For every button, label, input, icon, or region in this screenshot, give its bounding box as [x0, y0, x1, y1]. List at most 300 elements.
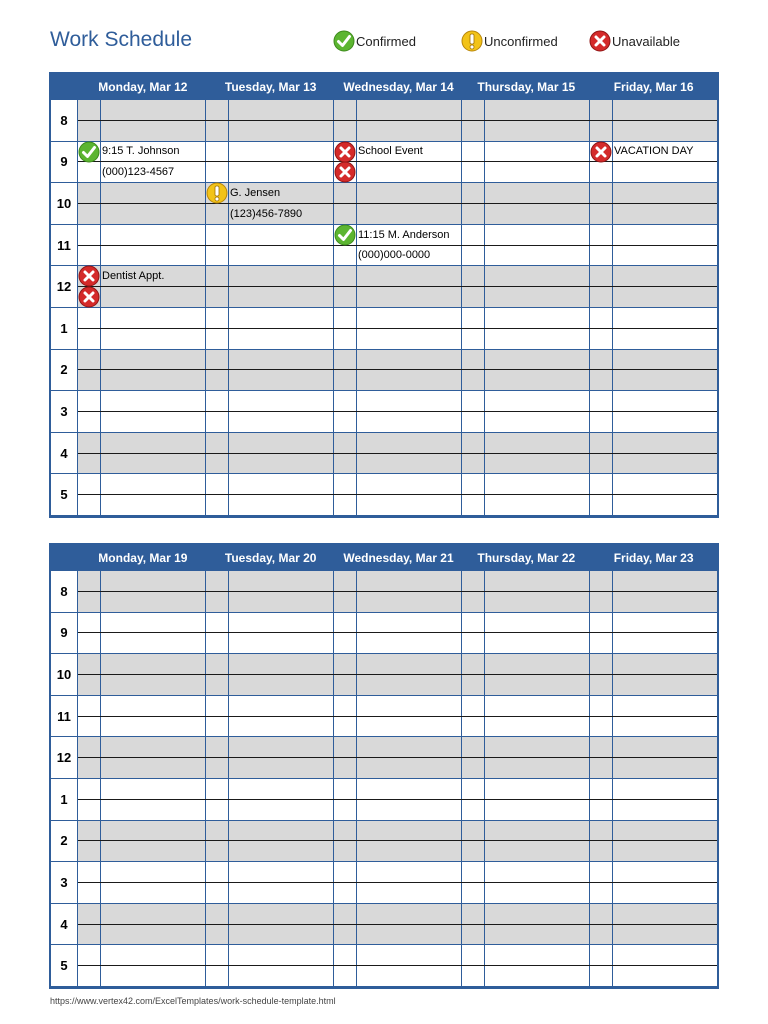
status-cell[interactable] [78, 204, 101, 224]
schedule-cell[interactable] [229, 779, 334, 799]
status-cell[interactable] [206, 841, 229, 861]
status-cell[interactable] [206, 800, 229, 820]
schedule-cell[interactable] [485, 495, 590, 515]
status-cell[interactable] [206, 654, 229, 674]
status-cell[interactable] [590, 287, 613, 307]
schedule-cell[interactable] [485, 945, 590, 965]
status-cell[interactable] [590, 266, 613, 286]
schedule-cell[interactable] [613, 225, 717, 245]
status-cell[interactable] [590, 100, 613, 120]
status-cell[interactable] [590, 412, 613, 432]
schedule-cell[interactable] [101, 370, 206, 390]
schedule-cell[interactable]: G. Jensen [229, 183, 334, 203]
status-cell[interactable] [590, 800, 613, 820]
schedule-cell[interactable] [229, 717, 334, 737]
status-cell[interactable] [590, 370, 613, 390]
schedule-cell[interactable] [229, 350, 334, 370]
status-cell[interactable] [462, 654, 485, 674]
status-cell[interactable] [462, 821, 485, 841]
status-cell[interactable] [334, 329, 357, 349]
status-cell[interactable] [206, 592, 229, 612]
status-cell[interactable] [206, 675, 229, 695]
schedule-cell[interactable] [229, 862, 334, 882]
status-cell[interactable] [334, 433, 357, 453]
status-cell[interactable] [462, 779, 485, 799]
schedule-cell[interactable] [485, 225, 590, 245]
status-cell[interactable] [78, 495, 101, 515]
status-cell[interactable] [462, 925, 485, 945]
status-cell[interactable] [590, 633, 613, 653]
status-cell[interactable] [590, 162, 613, 182]
schedule-cell[interactable] [485, 758, 590, 778]
schedule-cell[interactable] [613, 925, 717, 945]
status-cell[interactable] [334, 350, 357, 370]
schedule-cell[interactable] [229, 966, 334, 986]
status-cell[interactable] [78, 717, 101, 737]
status-cell[interactable] [206, 862, 229, 882]
status-cell[interactable] [334, 633, 357, 653]
schedule-cell[interactable] [101, 675, 206, 695]
schedule-cell[interactable] [613, 613, 717, 633]
status-cell[interactable] [206, 370, 229, 390]
status-cell[interactable] [78, 350, 101, 370]
schedule-cell[interactable] [613, 862, 717, 882]
schedule-cell[interactable] [229, 162, 334, 182]
status-cell[interactable] [206, 162, 229, 182]
schedule-cell[interactable]: (123)456-7890 [229, 204, 334, 224]
status-cell[interactable] [334, 412, 357, 432]
status-cell[interactable] [78, 370, 101, 390]
status-cell[interactable] [206, 474, 229, 494]
status-cell[interactable] [334, 613, 357, 633]
schedule-cell[interactable] [101, 246, 206, 266]
status-cell[interactable] [206, 613, 229, 633]
schedule-cell[interactable] [229, 925, 334, 945]
status-cell[interactable] [462, 266, 485, 286]
status-cell[interactable] [334, 862, 357, 882]
status-cell[interactable] [78, 675, 101, 695]
schedule-cell[interactable] [485, 370, 590, 390]
status-cell[interactable] [78, 571, 101, 591]
schedule-cell[interactable] [229, 142, 334, 162]
status-cell[interactable] [334, 883, 357, 903]
status-cell[interactable] [78, 779, 101, 799]
schedule-cell[interactable] [613, 904, 717, 924]
status-cell[interactable] [206, 266, 229, 286]
status-cell[interactable] [334, 717, 357, 737]
schedule-cell[interactable] [357, 266, 462, 286]
status-cell[interactable] [206, 696, 229, 716]
schedule-cell[interactable] [485, 287, 590, 307]
status-cell[interactable] [590, 350, 613, 370]
status-cell[interactable] [462, 121, 485, 141]
schedule-cell[interactable] [357, 308, 462, 328]
status-cell[interactable] [206, 350, 229, 370]
status-cell[interactable] [462, 246, 485, 266]
schedule-cell[interactable] [229, 370, 334, 390]
schedule-cell[interactable] [613, 433, 717, 453]
status-cell[interactable] [462, 841, 485, 861]
status-cell[interactable] [462, 391, 485, 411]
schedule-cell[interactable] [357, 779, 462, 799]
schedule-cell[interactable] [485, 821, 590, 841]
schedule-cell[interactable] [613, 966, 717, 986]
status-cell[interactable] [78, 883, 101, 903]
status-cell[interactable] [334, 945, 357, 965]
status-cell[interactable] [206, 945, 229, 965]
status-cell[interactable] [206, 412, 229, 432]
schedule-cell[interactable] [357, 841, 462, 861]
status-cell[interactable] [462, 800, 485, 820]
schedule-cell[interactable]: (000)123-4567 [101, 162, 206, 182]
schedule-cell[interactable] [229, 308, 334, 328]
status-cell[interactable] [206, 821, 229, 841]
status-cell[interactable] [334, 287, 357, 307]
status-cell[interactable] [462, 904, 485, 924]
status-cell[interactable] [462, 495, 485, 515]
status-cell[interactable] [78, 308, 101, 328]
schedule-cell[interactable] [229, 613, 334, 633]
status-cell[interactable] [334, 758, 357, 778]
status-cell[interactable] [334, 495, 357, 515]
schedule-cell[interactable] [613, 474, 717, 494]
status-cell[interactable] [334, 966, 357, 986]
status-cell[interactable] [78, 945, 101, 965]
status-cell[interactable] [78, 737, 101, 757]
status-cell[interactable] [590, 904, 613, 924]
schedule-cell[interactable] [485, 391, 590, 411]
status-cell[interactable] [78, 925, 101, 945]
schedule-cell[interactable] [229, 737, 334, 757]
status-cell[interactable] [590, 779, 613, 799]
status-cell[interactable] [206, 758, 229, 778]
schedule-cell[interactable] [229, 474, 334, 494]
status-cell[interactable] [206, 433, 229, 453]
schedule-cell[interactable] [485, 779, 590, 799]
status-cell[interactable] [78, 162, 101, 182]
status-cell[interactable] [462, 862, 485, 882]
status-cell[interactable] [590, 966, 613, 986]
status-cell[interactable] [334, 370, 357, 390]
schedule-cell[interactable] [357, 925, 462, 945]
status-cell[interactable] [78, 758, 101, 778]
schedule-cell[interactable] [613, 308, 717, 328]
schedule-cell[interactable] [101, 883, 206, 903]
schedule-cell[interactable] [613, 800, 717, 820]
status-cell[interactable] [206, 329, 229, 349]
schedule-cell[interactable] [101, 121, 206, 141]
schedule-cell[interactable] [357, 613, 462, 633]
schedule-cell[interactable] [485, 613, 590, 633]
schedule-cell[interactable] [485, 204, 590, 224]
status-cell[interactable] [462, 329, 485, 349]
schedule-cell[interactable] [229, 633, 334, 653]
status-cell[interactable] [462, 412, 485, 432]
schedule-cell[interactable] [101, 633, 206, 653]
schedule-cell[interactable] [229, 454, 334, 474]
schedule-cell[interactable] [613, 287, 717, 307]
status-cell[interactable] [78, 391, 101, 411]
status-cell[interactable] [462, 883, 485, 903]
status-cell[interactable] [334, 266, 357, 286]
status-cell[interactable] [462, 370, 485, 390]
schedule-cell[interactable] [485, 308, 590, 328]
status-cell[interactable] [462, 737, 485, 757]
schedule-cell[interactable] [101, 391, 206, 411]
schedule-cell[interactable] [101, 737, 206, 757]
schedule-cell[interactable] [613, 779, 717, 799]
status-cell[interactable] [206, 100, 229, 120]
schedule-cell[interactable] [485, 633, 590, 653]
schedule-cell[interactable] [485, 696, 590, 716]
status-cell[interactable] [78, 287, 101, 307]
schedule-cell[interactable] [485, 266, 590, 286]
status-cell[interactable] [334, 391, 357, 411]
schedule-cell[interactable] [101, 571, 206, 591]
schedule-cell[interactable] [613, 633, 717, 653]
status-cell[interactable] [206, 883, 229, 903]
status-cell[interactable] [590, 474, 613, 494]
status-cell[interactable] [206, 454, 229, 474]
schedule-cell[interactable] [101, 862, 206, 882]
schedule-cell[interactable] [229, 121, 334, 141]
schedule-cell[interactable] [485, 142, 590, 162]
status-cell[interactable] [462, 571, 485, 591]
status-cell[interactable] [590, 204, 613, 224]
schedule-cell[interactable] [229, 100, 334, 120]
schedule-cell[interactable] [613, 162, 717, 182]
status-cell[interactable] [78, 654, 101, 674]
status-cell[interactable] [334, 821, 357, 841]
schedule-cell[interactable] [613, 495, 717, 515]
schedule-cell[interactable] [101, 779, 206, 799]
schedule-cell[interactable] [101, 758, 206, 778]
schedule-cell[interactable] [357, 862, 462, 882]
status-cell[interactable] [462, 287, 485, 307]
schedule-cell[interactable] [485, 675, 590, 695]
schedule-cell[interactable] [485, 162, 590, 182]
schedule-cell[interactable] [101, 100, 206, 120]
status-cell[interactable] [78, 246, 101, 266]
schedule-cell[interactable] [613, 370, 717, 390]
status-cell[interactable] [462, 592, 485, 612]
status-cell[interactable] [334, 571, 357, 591]
schedule-cell[interactable] [101, 329, 206, 349]
schedule-cell[interactable] [101, 495, 206, 515]
schedule-cell[interactable] [229, 696, 334, 716]
status-cell[interactable] [590, 329, 613, 349]
status-cell[interactable] [334, 183, 357, 203]
status-cell[interactable] [334, 474, 357, 494]
schedule-cell[interactable] [229, 495, 334, 515]
schedule-cell[interactable] [613, 758, 717, 778]
status-cell[interactable] [590, 391, 613, 411]
schedule-cell[interactable] [485, 246, 590, 266]
schedule-cell[interactable] [229, 225, 334, 245]
status-cell[interactable] [590, 925, 613, 945]
schedule-cell[interactable] [485, 925, 590, 945]
schedule-cell[interactable] [101, 204, 206, 224]
schedule-cell[interactable] [101, 433, 206, 453]
schedule-cell[interactable] [485, 966, 590, 986]
status-cell[interactable] [78, 454, 101, 474]
status-cell[interactable] [78, 412, 101, 432]
status-cell[interactable] [206, 717, 229, 737]
schedule-cell[interactable] [101, 225, 206, 245]
schedule-cell[interactable] [357, 654, 462, 674]
status-cell[interactable] [590, 246, 613, 266]
schedule-cell[interactable] [357, 800, 462, 820]
schedule-cell[interactable] [485, 433, 590, 453]
status-cell[interactable] [206, 121, 229, 141]
status-cell[interactable] [590, 454, 613, 474]
schedule-cell[interactable] [613, 412, 717, 432]
schedule-cell[interactable] [229, 883, 334, 903]
schedule-cell[interactable] [613, 391, 717, 411]
status-cell[interactable] [462, 308, 485, 328]
source-url[interactable]: https://www.vertex42.com/ExcelTemplates/work-schedule-template.html [50, 996, 336, 1006]
schedule-cell[interactable] [357, 287, 462, 307]
status-cell[interactable] [206, 183, 229, 203]
schedule-cell[interactable] [613, 329, 717, 349]
schedule-cell[interactable] [613, 571, 717, 591]
schedule-cell[interactable] [229, 654, 334, 674]
schedule-cell[interactable] [357, 633, 462, 653]
schedule-cell[interactable] [357, 329, 462, 349]
status-cell[interactable] [78, 121, 101, 141]
schedule-cell[interactable] [613, 100, 717, 120]
schedule-cell[interactable] [229, 800, 334, 820]
schedule-cell[interactable] [357, 737, 462, 757]
schedule-cell[interactable] [357, 391, 462, 411]
status-cell[interactable] [590, 495, 613, 515]
status-cell[interactable] [590, 758, 613, 778]
status-cell[interactable] [590, 613, 613, 633]
status-cell[interactable] [590, 862, 613, 882]
schedule-cell[interactable]: 9:15 T. Johnson [101, 142, 206, 162]
status-cell[interactable] [78, 904, 101, 924]
status-cell[interactable] [462, 162, 485, 182]
status-cell[interactable] [78, 100, 101, 120]
status-cell[interactable] [462, 613, 485, 633]
status-cell[interactable] [78, 841, 101, 861]
schedule-cell[interactable] [613, 883, 717, 903]
schedule-cell[interactable] [357, 370, 462, 390]
schedule-cell[interactable]: 11:15 M. Anderson [357, 225, 462, 245]
status-cell[interactable] [78, 862, 101, 882]
status-cell[interactable] [334, 592, 357, 612]
schedule-cell[interactable] [613, 841, 717, 861]
status-cell[interactable] [462, 633, 485, 653]
status-cell[interactable] [334, 142, 357, 162]
schedule-cell[interactable] [101, 945, 206, 965]
schedule-cell[interactable] [485, 592, 590, 612]
status-cell[interactable] [590, 821, 613, 841]
schedule-cell[interactable] [229, 571, 334, 591]
schedule-cell[interactable] [357, 412, 462, 432]
status-cell[interactable] [334, 454, 357, 474]
schedule-cell[interactable] [357, 883, 462, 903]
status-cell[interactable] [334, 246, 357, 266]
status-cell[interactable] [462, 675, 485, 695]
schedule-cell[interactable] [485, 904, 590, 924]
schedule-cell[interactable] [101, 350, 206, 370]
schedule-cell[interactable] [613, 454, 717, 474]
status-cell[interactable] [590, 571, 613, 591]
status-cell[interactable] [590, 225, 613, 245]
status-cell[interactable] [78, 633, 101, 653]
schedule-cell[interactable]: (000)000-0000 [357, 246, 462, 266]
schedule-cell[interactable] [357, 121, 462, 141]
status-cell[interactable] [78, 183, 101, 203]
schedule-cell[interactable] [101, 454, 206, 474]
status-cell[interactable] [334, 904, 357, 924]
status-cell[interactable] [590, 121, 613, 141]
status-cell[interactable] [78, 433, 101, 453]
status-cell[interactable] [78, 966, 101, 986]
schedule-cell[interactable] [229, 904, 334, 924]
schedule-cell[interactable] [101, 966, 206, 986]
schedule-cell[interactable] [101, 183, 206, 203]
status-cell[interactable] [590, 841, 613, 861]
schedule-cell[interactable] [357, 717, 462, 737]
schedule-cell[interactable] [485, 883, 590, 903]
status-cell[interactable] [78, 266, 101, 286]
schedule-cell[interactable] [613, 654, 717, 674]
schedule-cell[interactable]: School Event [357, 142, 462, 162]
status-cell[interactable] [462, 474, 485, 494]
status-cell[interactable] [462, 183, 485, 203]
schedule-cell[interactable] [613, 675, 717, 695]
status-cell[interactable] [206, 246, 229, 266]
status-cell[interactable] [206, 308, 229, 328]
status-cell[interactable] [206, 779, 229, 799]
schedule-cell[interactable] [101, 287, 206, 307]
status-cell[interactable] [334, 675, 357, 695]
schedule-cell[interactable]: VACATION DAY [614, 145, 694, 158]
schedule-cell[interactable] [357, 592, 462, 612]
schedule-cell[interactable] [485, 717, 590, 737]
schedule-cell[interactable]: Dentist Appt. [101, 266, 206, 286]
schedule-cell[interactable] [485, 841, 590, 861]
status-cell[interactable] [334, 204, 357, 224]
status-cell[interactable] [206, 904, 229, 924]
schedule-cell[interactable] [357, 966, 462, 986]
schedule-cell[interactable] [357, 758, 462, 778]
schedule-cell[interactable] [613, 737, 717, 757]
status-cell[interactable] [78, 696, 101, 716]
status-cell[interactable] [590, 654, 613, 674]
status-cell[interactable] [78, 613, 101, 633]
status-cell[interactable] [462, 758, 485, 778]
schedule-cell[interactable] [101, 592, 206, 612]
status-cell[interactable] [590, 883, 613, 903]
status-cell[interactable] [462, 100, 485, 120]
schedule-cell[interactable] [357, 675, 462, 695]
schedule-cell[interactable] [101, 696, 206, 716]
schedule-cell[interactable] [229, 329, 334, 349]
status-cell[interactable] [206, 966, 229, 986]
schedule-cell[interactable] [101, 800, 206, 820]
schedule-cell[interactable] [357, 162, 462, 182]
status-cell[interactable] [206, 287, 229, 307]
schedule-cell[interactable] [613, 350, 717, 370]
schedule-cell[interactable] [101, 717, 206, 737]
schedule-cell[interactable] [229, 675, 334, 695]
status-cell[interactable] [78, 592, 101, 612]
status-cell[interactable] [206, 225, 229, 245]
schedule-cell[interactable] [485, 350, 590, 370]
